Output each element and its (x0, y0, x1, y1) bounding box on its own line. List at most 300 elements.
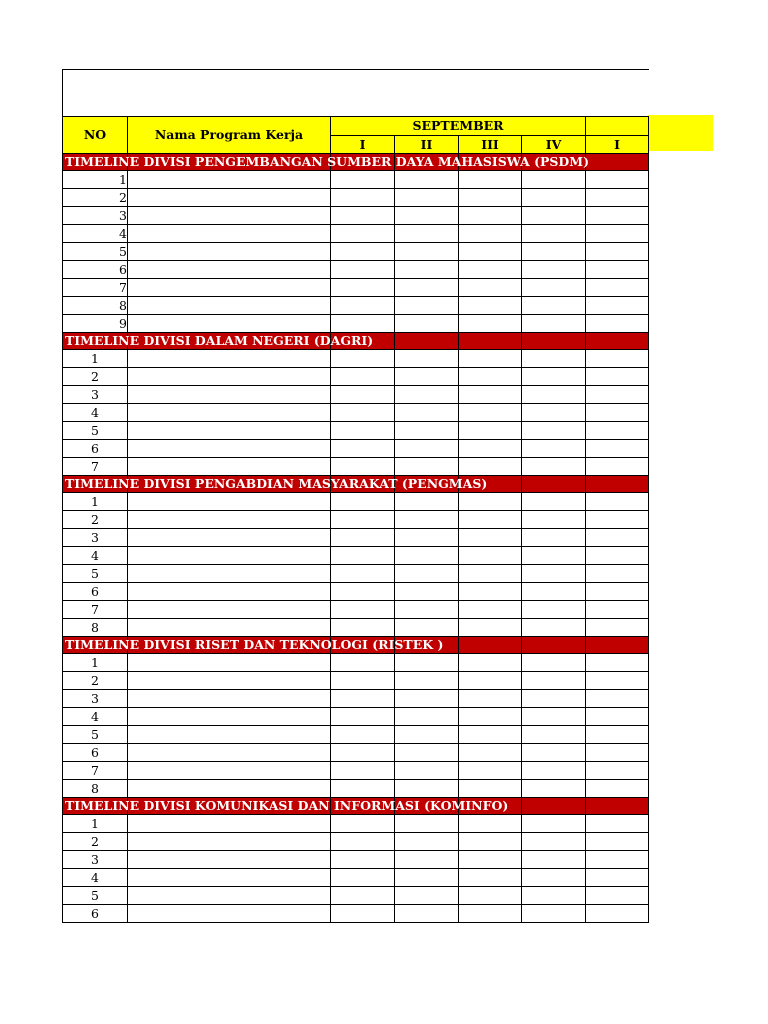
table-row (63, 708, 649, 726)
week-cell[interactable] (586, 869, 649, 887)
week-cell[interactable] (331, 780, 395, 798)
week-cell[interactable] (395, 297, 459, 315)
week-cell[interactable] (522, 654, 586, 672)
row-number[interactable]: 2 (63, 511, 128, 529)
section-fill-cell (459, 637, 522, 654)
week-cell[interactable] (522, 315, 586, 333)
week-cell[interactable] (586, 654, 649, 672)
row-number[interactable]: 7 (63, 601, 128, 619)
week-cell[interactable] (522, 762, 586, 780)
week-cell[interactable] (331, 386, 395, 404)
week-cell[interactable] (459, 833, 522, 851)
week-cell[interactable] (522, 565, 586, 583)
week-cell[interactable] (395, 422, 459, 440)
week-cell[interactable] (522, 225, 586, 243)
row-number[interactable]: 5 (63, 243, 128, 261)
week-cell[interactable] (331, 708, 395, 726)
week-cell[interactable] (586, 315, 649, 333)
row-number[interactable]: 8 (63, 780, 128, 798)
table-row (63, 851, 649, 869)
week-cell[interactable] (459, 708, 522, 726)
section-fill-cell (459, 333, 522, 350)
week-cell[interactable] (395, 565, 459, 583)
table-row (63, 744, 649, 762)
week-cell[interactable] (331, 833, 395, 851)
week-cell[interactable] (459, 207, 522, 225)
week-cell[interactable] (331, 547, 395, 565)
week-cell[interactable] (522, 207, 586, 225)
week-cell[interactable] (586, 744, 649, 762)
row-number[interactable]: 9 (63, 315, 128, 333)
week-cell[interactable] (586, 350, 649, 368)
week-cell[interactable] (395, 171, 459, 189)
week-cell[interactable] (586, 368, 649, 386)
program-cell[interactable] (128, 762, 331, 780)
week-cell[interactable] (522, 368, 586, 386)
week-cell[interactable] (331, 350, 395, 368)
week-cell[interactable] (522, 189, 586, 207)
week-cell[interactable] (586, 762, 649, 780)
section-fill-cell (522, 798, 586, 815)
week-cell[interactable] (395, 780, 459, 798)
week-cell[interactable] (331, 869, 395, 887)
week-cell[interactable] (395, 511, 459, 529)
week-cell[interactable] (331, 440, 395, 458)
week-cell[interactable] (331, 279, 395, 297)
program-cell[interactable] (128, 422, 331, 440)
week-cell[interactable] (331, 207, 395, 225)
week-cell[interactable] (522, 171, 586, 189)
program-cell[interactable] (128, 493, 331, 511)
table-row (63, 833, 649, 851)
row-number[interactable]: 4 (63, 708, 128, 726)
week-cell[interactable] (331, 458, 395, 476)
program-cell[interactable] (128, 780, 331, 798)
row-number[interactable]: 4 (63, 404, 128, 422)
week-cell[interactable] (459, 189, 522, 207)
week-cell[interactable] (395, 386, 459, 404)
week-cell[interactable] (395, 744, 459, 762)
week-cell[interactable] (459, 261, 522, 279)
week-cell[interactable] (522, 815, 586, 833)
row-number[interactable]: 1 (63, 171, 128, 189)
week-cell[interactable] (331, 565, 395, 583)
week-cell[interactable] (586, 243, 649, 261)
week-cell[interactable] (459, 368, 522, 386)
week-cell[interactable] (586, 171, 649, 189)
week-cell[interactable] (395, 726, 459, 744)
week-cell[interactable] (459, 672, 522, 690)
week-cell[interactable] (331, 726, 395, 744)
week-cell[interactable] (459, 279, 522, 297)
week-cell[interactable] (586, 529, 649, 547)
row-number[interactable]: 7 (63, 279, 128, 297)
week-cell[interactable] (331, 189, 395, 207)
week-cell[interactable] (331, 601, 395, 619)
row-number[interactable]: 1 (63, 350, 128, 368)
week-cell[interactable] (586, 619, 649, 637)
program-cell[interactable] (128, 350, 331, 368)
program-cell[interactable] (128, 225, 331, 243)
section-title-cell (63, 798, 509, 815)
week-cell[interactable] (586, 440, 649, 458)
program-cell[interactable] (128, 744, 331, 762)
week-cell[interactable] (522, 350, 586, 368)
row-number[interactable]: 2 (63, 368, 128, 386)
week-cell[interactable] (459, 422, 522, 440)
week-cell[interactable] (522, 905, 586, 923)
week-cell[interactable] (395, 762, 459, 780)
week-cell[interactable] (522, 279, 586, 297)
row-number[interactable]: 2 (63, 189, 128, 207)
week-cell[interactable] (522, 297, 586, 315)
week-cell[interactable] (586, 189, 649, 207)
week-cell[interactable] (459, 315, 522, 333)
week-cell[interactable] (395, 243, 459, 261)
week-cell[interactable] (331, 654, 395, 672)
week-cell[interactable] (586, 493, 649, 511)
program-cell[interactable] (128, 672, 331, 690)
row-number[interactable]: 3 (63, 529, 128, 547)
week-cell[interactable] (395, 225, 459, 243)
week-cell[interactable] (459, 350, 522, 368)
week-cell[interactable] (522, 243, 586, 261)
week-cell[interactable] (331, 672, 395, 690)
week-cell[interactable] (331, 744, 395, 762)
section-fill-cell (586, 476, 649, 493)
week-cell[interactable] (586, 583, 649, 601)
row-number[interactable]: 7 (63, 762, 128, 780)
week-cell[interactable] (331, 815, 395, 833)
week-cell[interactable] (586, 780, 649, 798)
week-cell[interactable] (331, 171, 395, 189)
row-number[interactable]: 3 (63, 690, 128, 708)
row-number[interactable]: 3 (63, 851, 128, 869)
week-cell[interactable] (586, 887, 649, 905)
week-cell[interactable] (395, 851, 459, 869)
week-cell[interactable] (395, 279, 459, 297)
section-title: TIMELINE DIVISI PENGEMBANGAN SUMBER DAYA MAHASISWA (PSDM) (65, 154, 589, 169)
program-cell[interactable] (128, 690, 331, 708)
week-cell[interactable] (459, 565, 522, 583)
section-title-cell (63, 476, 488, 493)
week-cell[interactable] (522, 529, 586, 547)
week-cell[interactable] (459, 171, 522, 189)
week-cell[interactable] (395, 887, 459, 905)
week-cell[interactable] (586, 279, 649, 297)
week-cell[interactable] (522, 851, 586, 869)
week-cell[interactable] (459, 744, 522, 762)
week-cell[interactable] (395, 708, 459, 726)
table-row (63, 422, 649, 440)
week-cell[interactable] (586, 225, 649, 243)
row-number[interactable]: 8 (63, 619, 128, 637)
week-cell[interactable] (459, 726, 522, 744)
table-row (63, 887, 649, 905)
week-cell[interactable] (331, 762, 395, 780)
table-row (63, 189, 649, 207)
week-cell[interactable] (331, 690, 395, 708)
week-cell[interactable] (586, 511, 649, 529)
table-row (63, 583, 649, 601)
week-cell[interactable] (459, 404, 522, 422)
table-row (63, 225, 649, 243)
week-cell[interactable] (522, 726, 586, 744)
week-cell[interactable] (586, 386, 649, 404)
week-cell[interactable] (586, 905, 649, 923)
row-number[interactable]: 6 (63, 440, 128, 458)
program-cell[interactable] (128, 583, 331, 601)
week-cell[interactable] (522, 619, 586, 637)
week-cell[interactable] (522, 547, 586, 565)
week-cell[interactable] (522, 440, 586, 458)
week-cell[interactable] (586, 422, 649, 440)
week-cell[interactable] (459, 440, 522, 458)
program-cell[interactable] (128, 189, 331, 207)
row-number[interactable]: 7 (63, 458, 128, 476)
week-cell[interactable] (586, 672, 649, 690)
week-cell[interactable] (395, 905, 459, 923)
week-cell[interactable] (331, 905, 395, 923)
week-cell[interactable] (331, 225, 395, 243)
week-cell[interactable] (522, 511, 586, 529)
week-cell[interactable] (586, 458, 649, 476)
row-number[interactable]: 4 (63, 225, 128, 243)
week-cell[interactable] (459, 654, 522, 672)
week-cell[interactable] (331, 851, 395, 869)
week-cell[interactable] (395, 654, 459, 672)
header-week: I (331, 136, 395, 154)
week-cell[interactable] (459, 529, 522, 547)
week-cell[interactable] (395, 458, 459, 476)
row-number[interactable]: 5 (63, 726, 128, 744)
row-number[interactable]: 8 (63, 297, 128, 315)
week-cell[interactable] (331, 422, 395, 440)
week-cell[interactable] (395, 833, 459, 851)
table-row (63, 565, 649, 583)
header-week: IV (522, 136, 586, 154)
week-cell[interactable] (522, 601, 586, 619)
program-cell[interactable] (128, 815, 331, 833)
week-cell[interactable] (331, 887, 395, 905)
week-cell[interactable] (395, 350, 459, 368)
week-cell[interactable] (522, 869, 586, 887)
week-cell[interactable] (522, 261, 586, 279)
week-cell[interactable] (459, 815, 522, 833)
week-cell[interactable] (331, 583, 395, 601)
row-number[interactable]: 6 (63, 261, 128, 279)
week-cell[interactable] (522, 672, 586, 690)
program-cell[interactable] (128, 511, 331, 529)
week-cell[interactable] (395, 583, 459, 601)
week-cell[interactable] (331, 619, 395, 637)
section-title: TIMELINE DIVISI KOMUNIKASI DAN INFORMASI (KOMINFO) (65, 798, 509, 813)
row-number[interactable]: 2 (63, 672, 128, 690)
week-cell[interactable] (522, 708, 586, 726)
week-cell[interactable] (395, 261, 459, 279)
week-cell[interactable] (522, 458, 586, 476)
week-cell[interactable] (586, 297, 649, 315)
row-number[interactable]: 3 (63, 386, 128, 404)
program-cell[interactable] (128, 565, 331, 583)
program-cell[interactable] (128, 851, 331, 869)
week-cell[interactable] (459, 762, 522, 780)
week-cell[interactable] (459, 547, 522, 565)
program-cell[interactable] (128, 261, 331, 279)
week-cell[interactable] (395, 315, 459, 333)
week-cell[interactable] (395, 493, 459, 511)
program-cell[interactable] (128, 458, 331, 476)
week-cell[interactable] (459, 905, 522, 923)
week-cell[interactable] (459, 690, 522, 708)
week-cell[interactable] (395, 404, 459, 422)
section-title-cell (63, 637, 444, 654)
week-cell[interactable] (459, 243, 522, 261)
week-cell[interactable] (459, 601, 522, 619)
row-number[interactable]: 6 (63, 583, 128, 601)
week-cell[interactable] (522, 493, 586, 511)
week-cell[interactable] (522, 690, 586, 708)
week-cell[interactable] (586, 547, 649, 565)
week-cell[interactable] (395, 368, 459, 386)
week-cell[interactable] (395, 529, 459, 547)
row-number[interactable]: 4 (63, 869, 128, 887)
week-cell[interactable] (522, 404, 586, 422)
week-cell[interactable] (522, 583, 586, 601)
program-cell[interactable] (128, 440, 331, 458)
table-row (63, 350, 649, 368)
row-number[interactable]: 1 (63, 815, 128, 833)
program-cell[interactable] (128, 171, 331, 189)
program-cell[interactable] (128, 243, 331, 261)
row-number[interactable]: 1 (63, 654, 128, 672)
section-fill-cell (522, 476, 586, 493)
program-cell[interactable] (128, 833, 331, 851)
program-cell[interactable] (128, 619, 331, 637)
program-cell[interactable] (128, 869, 331, 887)
week-cell[interactable] (331, 315, 395, 333)
program-cell[interactable] (128, 708, 331, 726)
program-cell[interactable] (128, 404, 331, 422)
program-cell[interactable] (128, 279, 331, 297)
week-cell[interactable] (459, 386, 522, 404)
program-cell[interactable] (128, 905, 331, 923)
week-cell[interactable] (586, 726, 649, 744)
week-cell[interactable] (331, 404, 395, 422)
section-fill-cell (395, 333, 459, 350)
section-header-row (63, 798, 649, 815)
header-no: NO (63, 117, 128, 154)
program-cell[interactable] (128, 368, 331, 386)
week-cell[interactable] (395, 601, 459, 619)
week-cell[interactable] (395, 690, 459, 708)
week-cell[interactable] (395, 440, 459, 458)
program-cell[interactable] (128, 726, 331, 744)
week-cell[interactable] (459, 583, 522, 601)
table-row (63, 601, 649, 619)
week-cell[interactable] (459, 511, 522, 529)
program-cell[interactable] (128, 297, 331, 315)
week-cell[interactable] (331, 368, 395, 386)
week-cell[interactable] (522, 887, 586, 905)
row-number[interactable]: 6 (63, 905, 128, 923)
row-number[interactable]: 3 (63, 207, 128, 225)
week-cell[interactable] (459, 297, 522, 315)
week-cell[interactable] (331, 261, 395, 279)
week-cell[interactable] (586, 833, 649, 851)
week-cell[interactable] (459, 780, 522, 798)
week-cell[interactable] (331, 297, 395, 315)
week-cell[interactable] (586, 601, 649, 619)
row-number[interactable]: 5 (63, 565, 128, 583)
week-cell[interactable] (459, 458, 522, 476)
program-cell[interactable] (128, 654, 331, 672)
week-cell[interactable] (459, 493, 522, 511)
week-cell[interactable] (395, 207, 459, 225)
week-cell[interactable] (522, 744, 586, 762)
week-cell[interactable] (395, 189, 459, 207)
program-cell[interactable] (128, 887, 331, 905)
program-cell[interactable] (128, 315, 331, 333)
row-number[interactable]: 2 (63, 833, 128, 851)
row-number[interactable]: 4 (63, 547, 128, 565)
week-cell[interactable] (331, 529, 395, 547)
week-cell[interactable] (586, 708, 649, 726)
week-cell[interactable] (395, 672, 459, 690)
header-week: I (586, 136, 649, 154)
table-row (63, 529, 649, 547)
section-header-row (63, 333, 649, 350)
program-cell[interactable] (128, 601, 331, 619)
program-cell[interactable] (128, 386, 331, 404)
table-row (63, 279, 649, 297)
program-cell[interactable] (128, 207, 331, 225)
table-row (63, 315, 649, 333)
week-cell[interactable] (395, 547, 459, 565)
week-cell[interactable] (459, 619, 522, 637)
week-cell[interactable] (522, 386, 586, 404)
week-cell[interactable] (586, 815, 649, 833)
week-cell[interactable] (459, 225, 522, 243)
week-cell[interactable] (522, 780, 586, 798)
week-cell[interactable] (586, 404, 649, 422)
week-cell[interactable] (586, 690, 649, 708)
program-cell[interactable] (128, 547, 331, 565)
table-row (63, 207, 649, 225)
week-cell[interactable] (331, 493, 395, 511)
row-number[interactable]: 5 (63, 422, 128, 440)
week-cell[interactable] (395, 619, 459, 637)
program-cell[interactable] (128, 529, 331, 547)
week-cell[interactable] (586, 207, 649, 225)
week-cell[interactable] (586, 261, 649, 279)
row-number[interactable]: 6 (63, 744, 128, 762)
week-cell[interactable] (522, 422, 586, 440)
week-cell[interactable] (331, 511, 395, 529)
row-number[interactable]: 5 (63, 887, 128, 905)
week-cell[interactable] (459, 869, 522, 887)
week-cell[interactable] (459, 887, 522, 905)
week-cell[interactable] (395, 869, 459, 887)
week-cell[interactable] (395, 815, 459, 833)
week-cell[interactable] (586, 851, 649, 869)
week-cell[interactable] (459, 851, 522, 869)
week-cell[interactable] (331, 243, 395, 261)
week-cell[interactable] (586, 565, 649, 583)
row-number[interactable]: 1 (63, 493, 128, 511)
week-cell[interactable] (522, 833, 586, 851)
section-title-cell (63, 154, 589, 171)
